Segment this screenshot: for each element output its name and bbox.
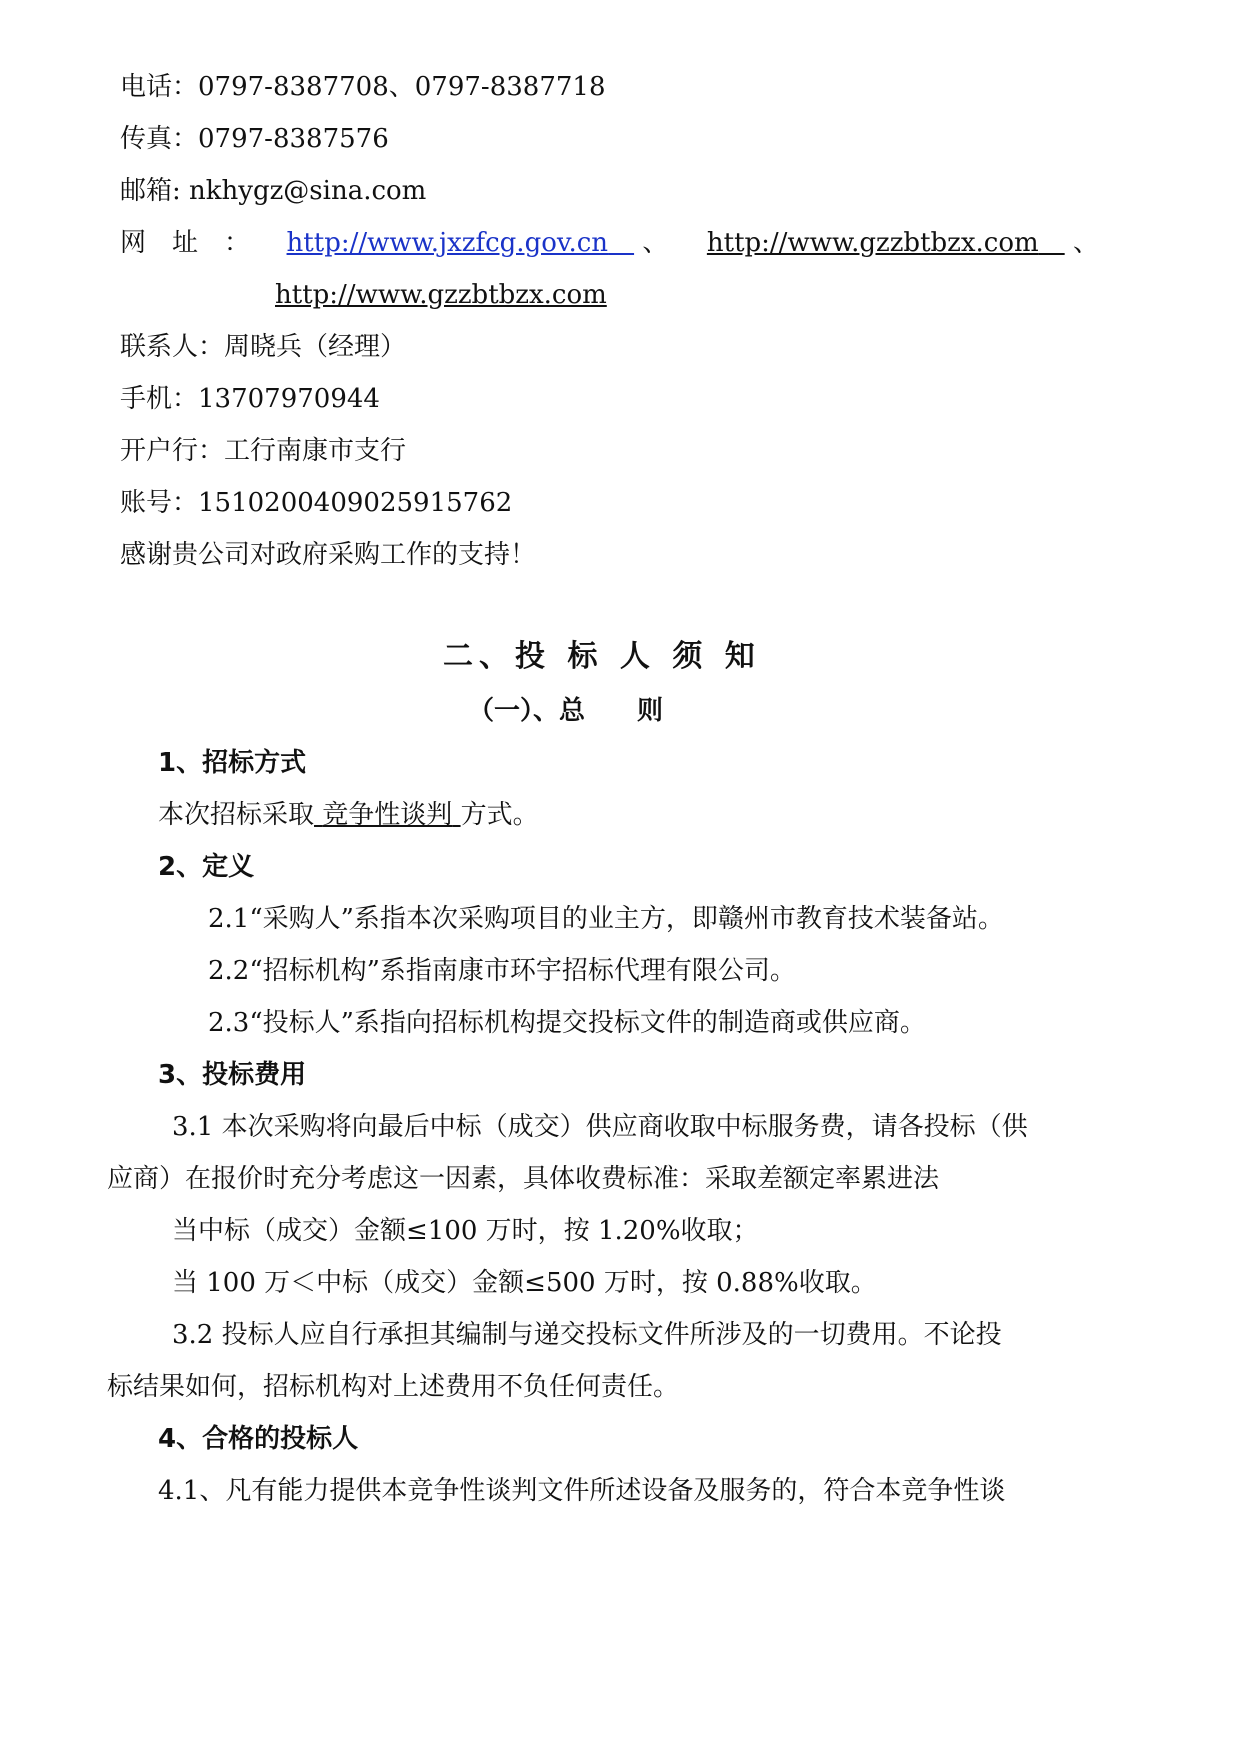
mobile-line: 手机：13707970944 (120, 384, 380, 414)
costs-bearing-line-1: 3.2 投标人应自行承担其编制与递交投标文件所涉及的一切费用。不论投 (172, 1320, 1002, 1350)
thanks-line: 感谢贵公司对政府采购工作的支持！ (120, 540, 537, 570)
contact-person-line: 联系人：周晓兵（经理） (120, 332, 407, 362)
bidding-method-term: 竞争性谈判 (322, 800, 453, 830)
fax-line: 传真：0797-8387576 (120, 124, 389, 154)
definition-agency: 2.2“招标机构”系指南康市环宇招标代理有限公司。 (208, 956, 796, 986)
heading-definitions: 2、定义 (158, 852, 255, 882)
definition-bidder: 2.3“投标人”系指向招标机构提交投标文件的制造商或供应商。 (208, 1008, 926, 1038)
account-line: 账号：1510200409025915762 (120, 488, 513, 518)
bidding-method-suffix: 方式。 (460, 800, 539, 830)
section-title: 二、投 标 人 须 知 (443, 639, 761, 674)
fee-rate-tier-1: 当中标（成交）金额≤100 万时，按 1.20%收取； (172, 1216, 759, 1246)
website-separator-1: 、 (642, 228, 669, 258)
bidding-method-prefix: 本次招标采取 (158, 800, 315, 830)
section-subtitle: （一）、总 则 (468, 696, 664, 726)
fee-rate-tier-2: 当 100 万＜中标（成交）金额≤500 万时，按 0.88%收取。 (172, 1268, 877, 1298)
website-link-3[interactable]: http://www.gzzbtbzx.com (275, 280, 607, 310)
website-link-1[interactable]: http://www.jxzfcg.gov.cn (286, 228, 609, 258)
qualified-bidder-paragraph: 4.1、凡有能力提供本竞争性谈判文件所述设备及服务的，符合本竞争性谈 (158, 1476, 1006, 1506)
website-separator-2: 、 (1072, 228, 1099, 258)
bidding-method-paragraph (158, 798, 539, 832)
email-line: 邮箱: nkhygz@sina.com (120, 176, 427, 206)
costs-bearing-line-2: 标结果如何，招标机构对上述费用不负任何责任。 (107, 1372, 680, 1402)
website-link-2[interactable]: http://www.gzzbtbzx.com (706, 228, 1039, 258)
heading-bidding-method: 1、招标方式 (158, 748, 307, 778)
costs-paragraph-line-2: 应商）在报价时充分考虑这一因素，具体收费标准：采取差额定率累进法 (107, 1164, 940, 1194)
heading-qualified-bidder: 4、合格的投标人 (158, 1424, 359, 1454)
heading-bidding-costs: 3、投标费用 (158, 1060, 307, 1090)
definition-purchaser: 2.1“采购人”系指本次采购项目的业主方，即赣州市教育技术装备站。 (208, 904, 1004, 934)
website-label: 网 址 ： (120, 228, 251, 258)
phone-line: 电话：0797-8387708、0797-8387718 (120, 72, 606, 102)
bank-line: 开户行：工行南康市支行 (120, 436, 407, 466)
website-line (120, 226, 1099, 260)
costs-paragraph-line-1: 3.1 本次采购将向最后中标（成交）供应商收取中标服务费，请各投标（供 (172, 1112, 1028, 1142)
website-line-2 (275, 278, 607, 312)
